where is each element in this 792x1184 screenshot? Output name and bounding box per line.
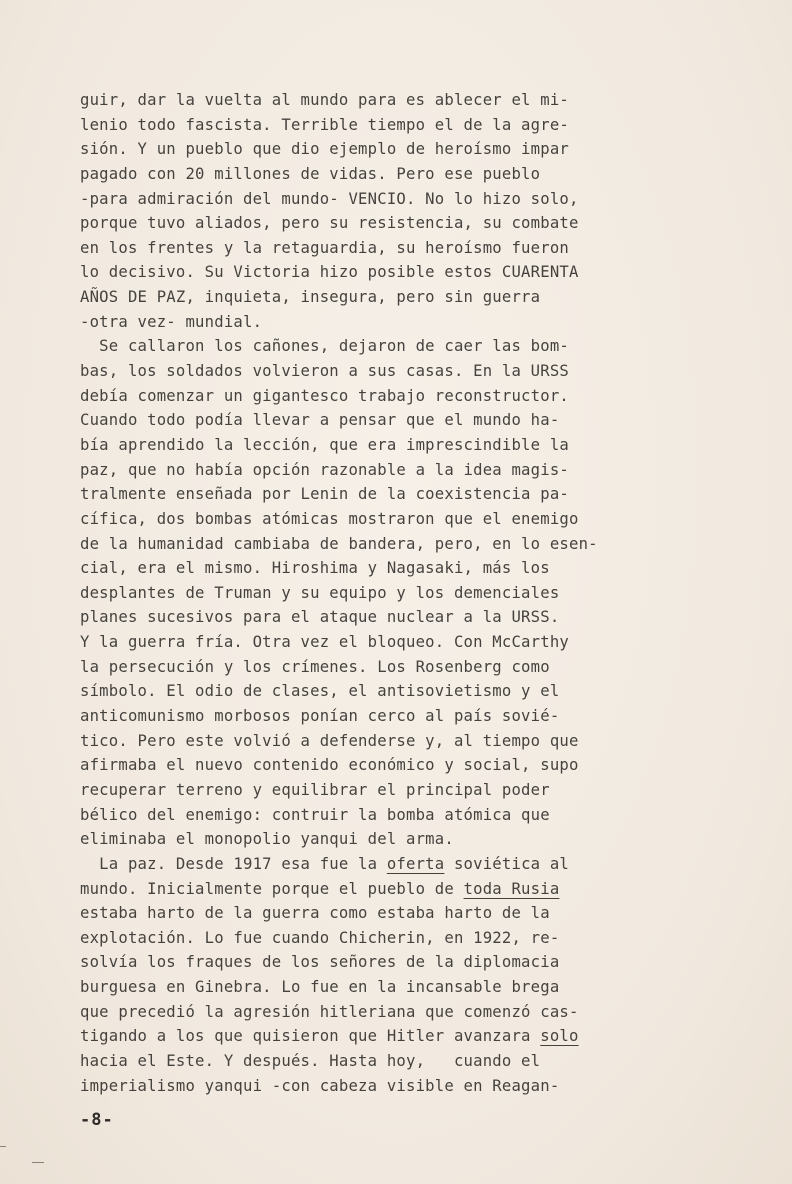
text-line: estaba harto de la guerra como estaba harto de la — [80, 904, 550, 923]
text-segment: mundo. Inicialmente porque el pueblo de — [80, 879, 464, 898]
text-line: anticomunismo morbosos ponían cerco al país sovié- — [80, 707, 560, 726]
underlined-word: toda Rusia — [463, 879, 560, 898]
text-line: eliminaba el monopolio yanqui del arma. — [80, 830, 454, 849]
text-line: tico. Pero este volvió a defenderse y, al tiempo que — [80, 731, 579, 750]
text-line: desplantes de Truman y su equipo y los demenciales — [80, 583, 560, 602]
text-line: bas, los soldados volvieron a sus casas. En la URSS — [80, 362, 569, 381]
text-line: sión. Y un pueblo que dio ejemplo de heroísmo impar — [80, 140, 569, 159]
text-line: guir, dar la vuelta al mundo para es ablecer el mi- — [80, 91, 569, 109]
text-line: en los frentes y la retaguardia, su heroísmo fueron — [80, 238, 569, 257]
text-line: tralmente enseñada por Lenin de la coexistencia pa- — [80, 485, 569, 504]
text-line: -otra vez- mundial. — [80, 312, 263, 331]
text-line: afirmaba el nuevo contenido económico y social, supo — [80, 756, 579, 775]
text-line: solvía los fraques de los señores de la diplomacia — [80, 953, 560, 972]
text-line: bélico del enemigo: contruir la bomba atómica que — [80, 805, 550, 824]
scan-mark — [32, 1162, 44, 1163]
text-line: explotación. Lo fue cuando Chicherin, en 1922, re- — [80, 928, 560, 947]
text-line: AÑOS DE PAZ, inquieta, insegura, pero sin guerra — [80, 288, 541, 307]
text-line: cial, era el mismo. Hiroshima y Nagasaki, más los — [80, 559, 550, 578]
text-line: paz, que no había opción razonable a la idea magis- — [80, 460, 569, 479]
text-line: imperialismo yanqui -con cabeza visible en Reagan- — [80, 1076, 560, 1095]
text-line — [80, 1024, 720, 1049]
text-line — [80, 877, 720, 902]
underlined-word: solo — [540, 1027, 579, 1046]
text-segment: tigando a los que quisieron que Hitler avanzara — [80, 1027, 541, 1046]
text-line: símbolo. El odio de clases, el antisovietismo y el — [80, 682, 560, 701]
text-line: -para admiración del mundo- VENCIO. No lo hizo solo, — [80, 189, 579, 208]
text-line: bía aprendido la lección, que era imprescindible la — [80, 435, 569, 454]
text-line: lenio todo fascista. Terrible tiempo el de la agre- — [80, 115, 569, 134]
text-segment: La paz. Desde 1917 esa fue la — [80, 854, 387, 873]
text-line: que precedió la agresión hitleriana que comenzó cas- — [80, 1002, 579, 1021]
text-line: debía comenzar un gigantesco trabajo reconstructor. — [80, 386, 569, 405]
text-line: Y la guerra fría. Otra vez el bloqueo. Con McCarthy — [80, 633, 569, 652]
text-line: Se callaron los cañones, dejaron de caer las bom- — [80, 337, 569, 356]
text-line: Cuando todo podía llevar a pensar que el mundo ha- — [80, 411, 560, 430]
text-line: lo decisivo. Su Victoria hizo posible estos CUARENTA — [80, 263, 579, 282]
text-line — [80, 852, 720, 877]
text-line: planes sucesivos para el ataque nuclear a la URSS. — [80, 608, 560, 627]
text-line: pagado con 20 millones de vidas. Pero ese pueblo — [80, 164, 541, 183]
text-line: hacia el Este. Y después. Hasta hoy, cuando el — [80, 1051, 541, 1070]
text-segment: soviética al — [444, 854, 570, 873]
text-line: cífica, dos bombas atómicas mostraron que el enemigo — [80, 509, 579, 528]
page-number: -8- — [80, 1110, 114, 1130]
text-line: la persecución y los crímenes. Los Rosenberg como — [80, 657, 550, 676]
body-text — [80, 88, 720, 1098]
scan-mark — [0, 1146, 6, 1147]
text-line: recuperar terreno y equilibrar el principal poder — [80, 780, 550, 799]
text-line: de la humanidad cambiaba de bandera, pero, en lo esen- — [80, 534, 598, 553]
text-line: porque tuvo aliados, pero su resistencia, su combate — [80, 214, 579, 233]
text-line: burguesa en Ginebra. Lo fue en la incansable brega — [80, 978, 560, 997]
underlined-word: oferta — [386, 854, 445, 873]
